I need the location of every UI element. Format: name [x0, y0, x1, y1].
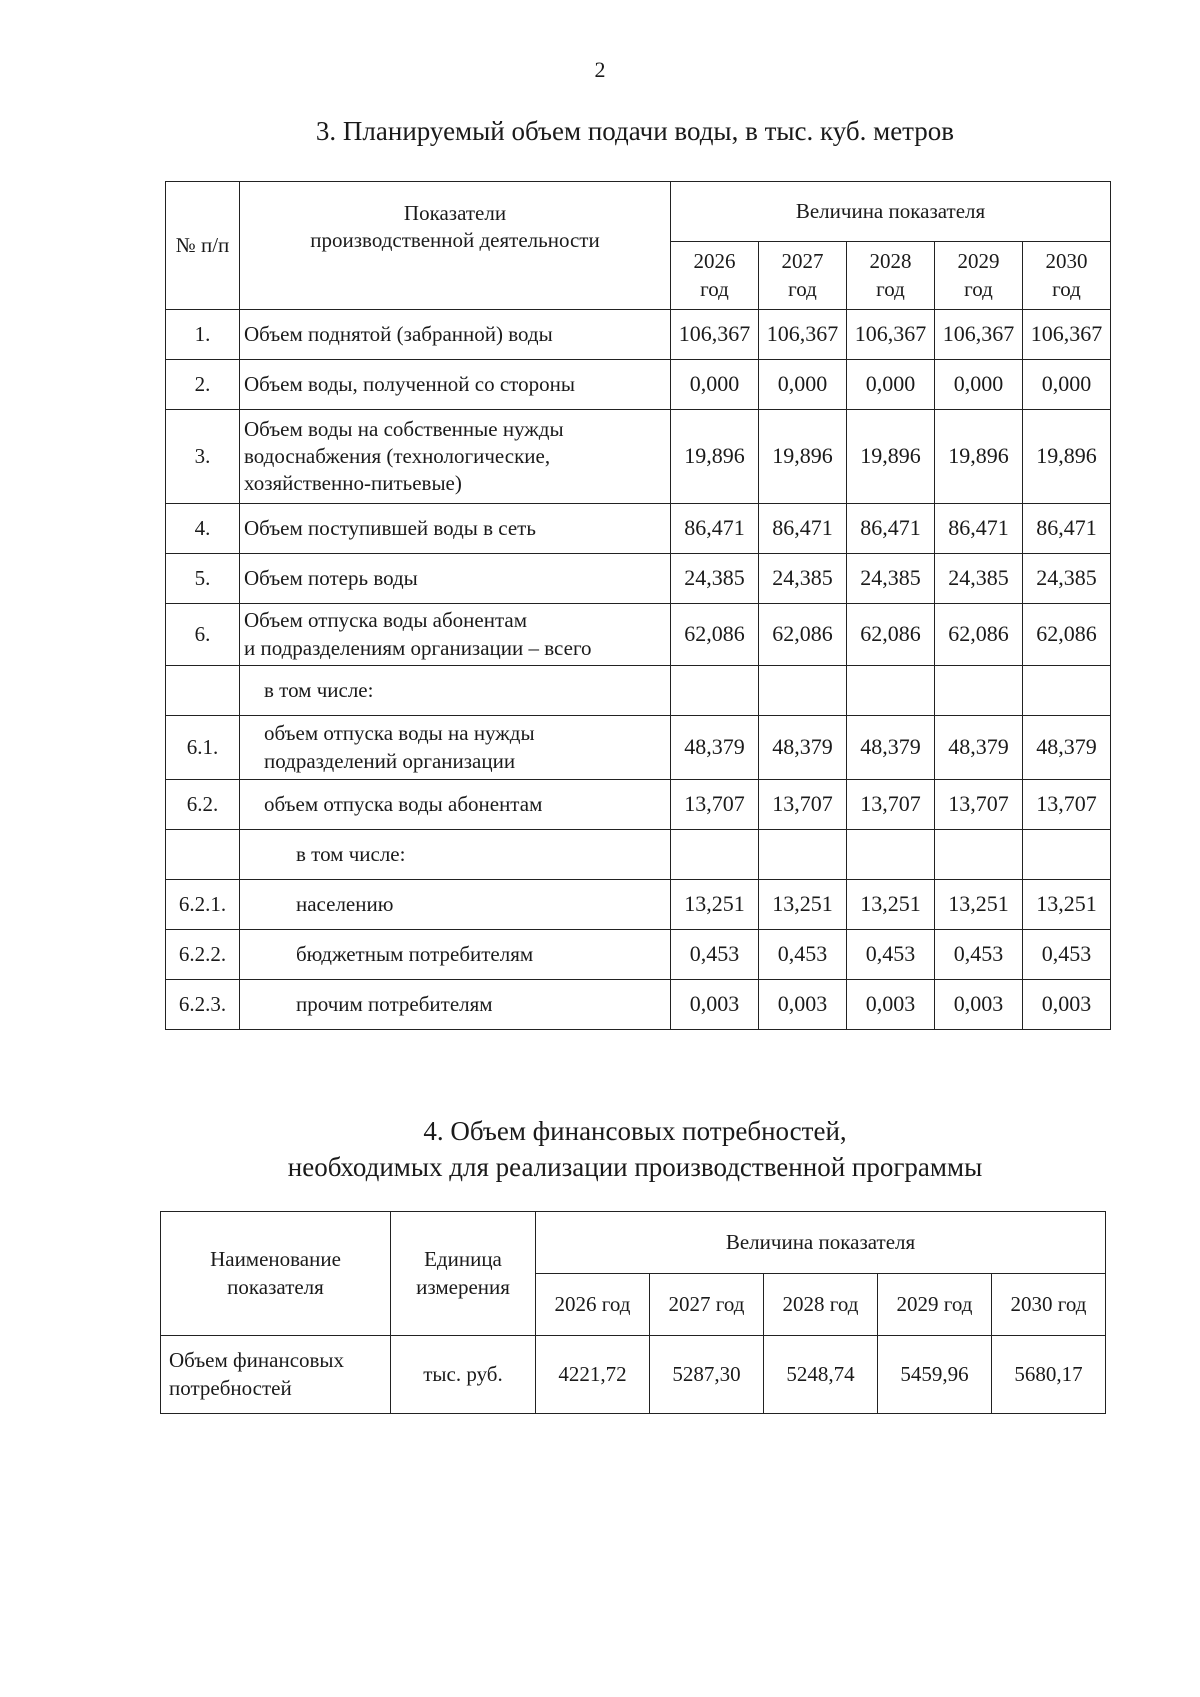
value-cell: 13,707: [671, 780, 759, 830]
value-cell: 0,003: [935, 980, 1023, 1030]
row-number: 6.2.: [166, 780, 240, 830]
row-name-line2: потребностей: [169, 1375, 292, 1400]
value-cell: 62,086: [935, 604, 1023, 666]
header-year-number: 2030: [1045, 249, 1088, 274]
header-year-number: 2026: [693, 249, 736, 274]
table-row: [166, 716, 1111, 780]
value-cell: [671, 830, 759, 880]
row-number: 3.: [166, 410, 240, 504]
section-4-title: [0, 1113, 1200, 1185]
table-row: [166, 780, 1111, 830]
value-cell: [847, 666, 935, 716]
value-cell: [847, 830, 935, 880]
header-year-unit: год: [700, 276, 729, 301]
header-indicator-name-line2: показателя: [227, 1274, 324, 1299]
row-number: [166, 830, 240, 880]
value-cell: 0,000: [759, 360, 847, 410]
row-indicator-line: подразделений организации: [264, 748, 516, 773]
value-cell: 86,471: [847, 504, 935, 554]
value-cell: 19,896: [759, 410, 847, 504]
value-cell: 5287,30: [650, 1336, 764, 1414]
value-cell: 13,251: [847, 880, 935, 930]
value-cell: 106,367: [847, 310, 935, 360]
value-cell: 0,003: [1023, 980, 1111, 1030]
table-row: [166, 980, 1111, 1030]
value-cell: 0,453: [935, 930, 1023, 980]
row-indicator-name: [240, 830, 671, 880]
header-num: № п/п: [166, 182, 240, 310]
header-year-unit: год: [788, 276, 817, 301]
value-cell: [759, 666, 847, 716]
table-row: [166, 666, 1111, 716]
value-cell: 0,003: [671, 980, 759, 1030]
header-unit: [391, 1212, 536, 1336]
value-cell: 13,251: [671, 880, 759, 930]
row-indicator-line: прочим потребителям: [296, 991, 493, 1016]
value-cell: 13,251: [935, 880, 1023, 930]
value-cell: 0,453: [1023, 930, 1111, 980]
row-indicator-name: [240, 410, 671, 504]
value-cell: 62,086: [847, 604, 935, 666]
value-cell: 106,367: [935, 310, 1023, 360]
row-indicator-name: [240, 716, 671, 780]
row-indicator-name: [240, 504, 671, 554]
row-indicator-line: и подразделениям организации – всего: [244, 635, 592, 660]
row-indicator-line: Объем потерь воды: [244, 565, 418, 590]
row-indicator-line: Объем поднятой (забранной) воды: [244, 321, 553, 346]
row-number: 5.: [166, 554, 240, 604]
value-cell: 13,707: [759, 780, 847, 830]
value-cell: 5680,17: [992, 1336, 1106, 1414]
value-cell: 86,471: [759, 504, 847, 554]
value-cell: 48,379: [759, 716, 847, 780]
row-indicator-name: [240, 554, 671, 604]
value-cell: 13,251: [759, 880, 847, 930]
row-name-line1: Объем финансовых: [169, 1348, 345, 1373]
header-year-2026: [671, 242, 759, 310]
value-cell: 13,707: [935, 780, 1023, 830]
row-indicator-name: [240, 980, 671, 1030]
row-number: 6.2.2.: [166, 930, 240, 980]
value-cell: 5248,74: [764, 1336, 878, 1414]
table-row: [166, 360, 1111, 410]
header-year-2028: [847, 242, 935, 310]
value-cell: 0,453: [759, 930, 847, 980]
value-cell: [1023, 830, 1111, 880]
row-number: [166, 666, 240, 716]
header-year-unit: год: [1052, 276, 1081, 301]
value-cell: 4221,72: [536, 1336, 650, 1414]
value-cell: 19,896: [847, 410, 935, 504]
row-indicator-name: [240, 930, 671, 980]
table-row: [166, 554, 1111, 604]
value-cell: 24,385: [847, 554, 935, 604]
header-unit-line2: измерения: [416, 1274, 510, 1299]
row-indicator-line: Объем отпуска воды абонентам: [244, 608, 528, 633]
header-year: 2029 год: [878, 1274, 992, 1336]
value-cell: 106,367: [759, 310, 847, 360]
row-indicator-name: [240, 780, 671, 830]
header-value-group: Величина показателя: [536, 1212, 1106, 1274]
row-indicator-line: водоснабжения (технологические,: [244, 443, 551, 468]
header-year: 2030 год: [992, 1274, 1106, 1336]
table-row: [166, 930, 1111, 980]
header-indicator-name-line1: Наименование: [210, 1247, 341, 1272]
header-indicator-name: [161, 1212, 391, 1336]
value-cell: 19,896: [671, 410, 759, 504]
header-year-unit: год: [964, 276, 993, 301]
header-year-number: 2027: [781, 249, 824, 274]
row-indicator-line: бюджетным потребителям: [296, 941, 534, 966]
row-name: [161, 1336, 391, 1414]
header-year-number: 2028: [869, 249, 912, 274]
value-cell: 0,000: [847, 360, 935, 410]
row-indicator-name: [240, 360, 671, 410]
row-indicator-name: [240, 604, 671, 666]
row-indicator-line: населению: [296, 891, 394, 916]
value-cell: [671, 666, 759, 716]
header-year-2030: [1023, 242, 1111, 310]
header-indicators-line2: производственной деятельности: [310, 228, 600, 253]
value-cell: 13,251: [1023, 880, 1111, 930]
value-cell: [759, 830, 847, 880]
row-number: 6.: [166, 604, 240, 666]
header-year-unit: год: [876, 276, 905, 301]
header-year-2029: [935, 242, 1023, 310]
value-cell: 48,379: [935, 716, 1023, 780]
header-year: 2028 год: [764, 1274, 878, 1336]
table-row: [166, 504, 1111, 554]
value-cell: 24,385: [935, 554, 1023, 604]
value-cell: 48,379: [671, 716, 759, 780]
row-indicator-line: объем отпуска воды на нужды: [264, 721, 535, 746]
header-value-group: Величина показателя: [671, 182, 1111, 242]
value-cell: 0,453: [671, 930, 759, 980]
table-row: [166, 880, 1111, 930]
table-row: [166, 830, 1111, 880]
section-3-title: 3. Планируемый объем подачи воды, в тыс. куб. метров: [315, 116, 955, 146]
header-year: 2027 год: [650, 1274, 764, 1336]
section-4-title-line2: необходимых для реализации производственной программы: [287, 1152, 983, 1182]
table-row: [166, 604, 1111, 666]
value-cell: [935, 830, 1023, 880]
value-cell: 24,385: [1023, 554, 1111, 604]
value-cell: 86,471: [671, 504, 759, 554]
value-cell: [935, 666, 1023, 716]
value-cell: 13,707: [847, 780, 935, 830]
value-cell: 0,003: [847, 980, 935, 1030]
value-cell: 13,707: [1023, 780, 1111, 830]
row-indicator-name: [240, 666, 671, 716]
row-indicator-line: в том числе:: [296, 841, 406, 866]
header-indicators: [240, 182, 671, 310]
row-indicator-line: хозяйственно-питьевые): [244, 471, 462, 496]
value-cell: 0,003: [759, 980, 847, 1030]
row-number: 4.: [166, 504, 240, 554]
value-cell: 62,086: [759, 604, 847, 666]
row-indicator-line: объем отпуска воды абонентам: [264, 791, 543, 816]
value-cell: 0,000: [1023, 360, 1111, 410]
header-year-2027: [759, 242, 847, 310]
row-indicator-line: Объем поступившей воды в сеть: [244, 515, 536, 540]
value-cell: 0,000: [935, 360, 1023, 410]
value-cell: 19,896: [935, 410, 1023, 504]
table-row: [166, 410, 1111, 504]
header-year-number: 2029: [957, 249, 1000, 274]
value-cell: 19,896: [1023, 410, 1111, 504]
row-number: 6.1.: [166, 716, 240, 780]
value-cell: 62,086: [1023, 604, 1111, 666]
value-cell: 24,385: [759, 554, 847, 604]
value-cell: 48,379: [847, 716, 935, 780]
row-indicator-name: [240, 880, 671, 930]
value-cell: 48,379: [1023, 716, 1111, 780]
header-year: 2026 год: [536, 1274, 650, 1336]
financial-needs-table: [160, 1211, 1106, 1414]
value-cell: [1023, 666, 1111, 716]
table-row: [166, 310, 1111, 360]
water-supply-table: [165, 181, 1111, 1030]
row-number: 6.2.3.: [166, 980, 240, 1030]
value-cell: 0,453: [847, 930, 935, 980]
value-cell: 62,086: [671, 604, 759, 666]
row-number: 2.: [166, 360, 240, 410]
table-row: [161, 1336, 1106, 1414]
section-4-title-line1: 4. Объем финансовых потребностей,: [423, 1116, 847, 1146]
value-cell: 106,367: [671, 310, 759, 360]
row-indicator-name: [240, 310, 671, 360]
row-indicator-line: в том числе:: [264, 677, 374, 702]
value-cell: 106,367: [1023, 310, 1111, 360]
row-indicator-line: Объем воды на собственные нужды: [244, 416, 564, 441]
row-number: 1.: [166, 310, 240, 360]
value-cell: 86,471: [935, 504, 1023, 554]
value-cell: 5459,96: [878, 1336, 992, 1414]
value-cell: 86,471: [1023, 504, 1111, 554]
value-cell: 0,000: [671, 360, 759, 410]
row-indicator-line: Объем воды, полученной со стороны: [244, 371, 575, 396]
row-number: 6.2.1.: [166, 880, 240, 930]
header-indicators-line1: Показатели: [403, 201, 507, 225]
value-cell: 24,385: [671, 554, 759, 604]
page-number: 2: [594, 57, 606, 82]
header-unit-line1: Единица: [424, 1247, 502, 1272]
row-unit: тыс. руб.: [391, 1336, 536, 1414]
